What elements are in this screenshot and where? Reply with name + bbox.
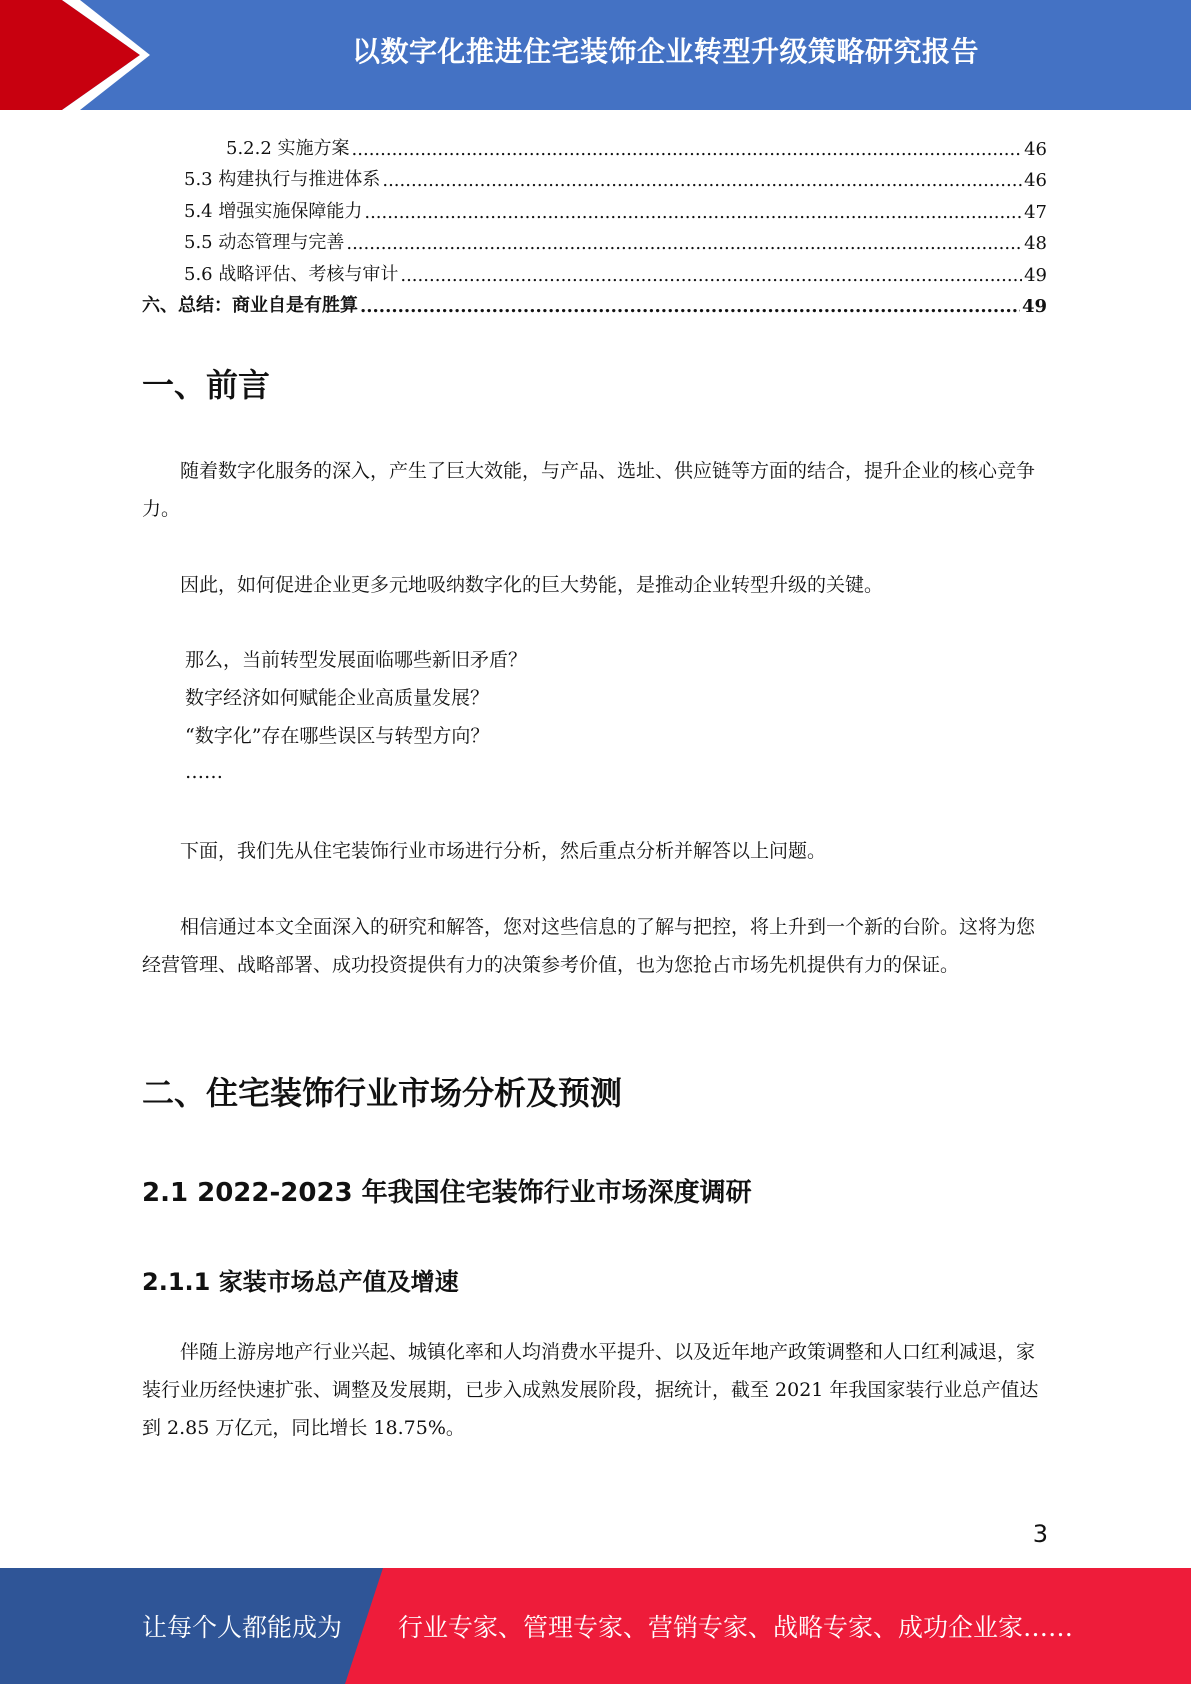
body-paragraph: 相信通过本文全面深入的研究和解答，您对这些信息的了解与把控，将上升到一个新的台阶。这将为您经营管理、战略部署、成功投资提供有力的决策参考价值，也为您抢占市场先机提供有力的保证。 (142, 916, 1036, 976)
toc-entry-label: 5.5 动态管理与完善 (184, 232, 345, 253)
body-paragraph: 因此，如何促进企业更多元地吸纳数字化的巨大势能，是推动企业转型升级的关键。 (180, 574, 884, 596)
toc-leader-dots (400, 265, 1022, 286)
section-heading-preface: 一、前言 (142, 366, 271, 404)
header-banner (0, 0, 1191, 110)
toc-entry-page: 46 (1024, 138, 1047, 160)
toc-leader-dots (346, 233, 1022, 254)
section-heading-market-analysis: 二、住宅装饰行业市场分析及预测 (142, 1074, 623, 1112)
body-paragraph: 下面，我们先从住宅装饰行业市场进行分析，然后重点分析并解答以上问题。 (180, 840, 827, 862)
table-of-contents (142, 128, 1047, 317)
footer-banner (0, 1568, 1191, 1684)
toc-entry[interactable] (142, 160, 1047, 192)
toc-entry-label: 5.6 战略评估、考核与审计 (184, 263, 399, 285)
toc-entry-chapter[interactable] (142, 286, 1047, 318)
toc-entry[interactable] (142, 254, 1047, 286)
question-line: “数字化”存在哪些误区与转型方向？ (185, 725, 490, 747)
toc-entry-page: 49 (1024, 264, 1047, 286)
question-line: 数字经济如何赋能企业高质量发展？ (185, 687, 490, 709)
toc-entry-label: 六、总结：商业自是有胜算 (142, 295, 358, 316)
toc-leader-dots (352, 139, 1023, 160)
toc-leader-dots (382, 170, 1022, 191)
toc-entry-label: 5.3 构建执行与推进体系 (184, 169, 381, 190)
toc-entry-page: 48 (1024, 233, 1047, 254)
body-paragraph: 伴随上游房地产行业兴起、城镇化率和人均消费水平提升、以及近年地产政策调整和人口红利减退，家装行业历经快速扩张、调整及发展期，已步入成熟发展阶段，据统计，截至 2021 年我国家装行业总产值达到 2.85 万亿元，同比增长 18.75%。 (142, 1341, 1039, 1439)
body-paragraph: 随着数字化服务的深入，产生了巨大效能，与产品、选址、供应链等方面的结合，提升企业的核心竞争力。 (142, 460, 1036, 520)
toc-entry[interactable] (142, 128, 1047, 160)
report-title: 以数字化推进住宅装饰企业转型升级策略研究报告 (351, 35, 979, 68)
ellipsis-line: …… (185, 761, 223, 783)
toc-entry-label: 5.2.2 实施方案 (226, 137, 350, 159)
footer-slogan-right: 行业专家、管理专家、营销专家、战略专家、成功企业家…… (398, 1613, 1074, 1642)
toc-entry[interactable] (142, 191, 1047, 223)
toc-leader-dots (364, 202, 1022, 223)
toc-entry[interactable] (142, 223, 1047, 255)
toc-entry-label: 5.4 增强实施保障能力 (184, 200, 363, 222)
footer-slogan-left: 让每个人都能成为 (142, 1613, 343, 1642)
toc-entry-page: 49 (1021, 296, 1047, 317)
subsection-heading: 2.1 2022-2023 年我国住宅装饰行业市场深度调研 (142, 1178, 752, 1208)
toc-leader-dots (360, 296, 1020, 317)
subsubsection-heading: 2.1.1 家装市场总产值及增速 (142, 1268, 459, 1296)
toc-entry-page: 47 (1024, 201, 1047, 223)
toc-entry-page: 46 (1024, 170, 1047, 191)
question-line: 那么，当前转型发展面临哪些新旧矛盾？ (185, 649, 528, 671)
page-number: 3 (1032, 1520, 1048, 1548)
